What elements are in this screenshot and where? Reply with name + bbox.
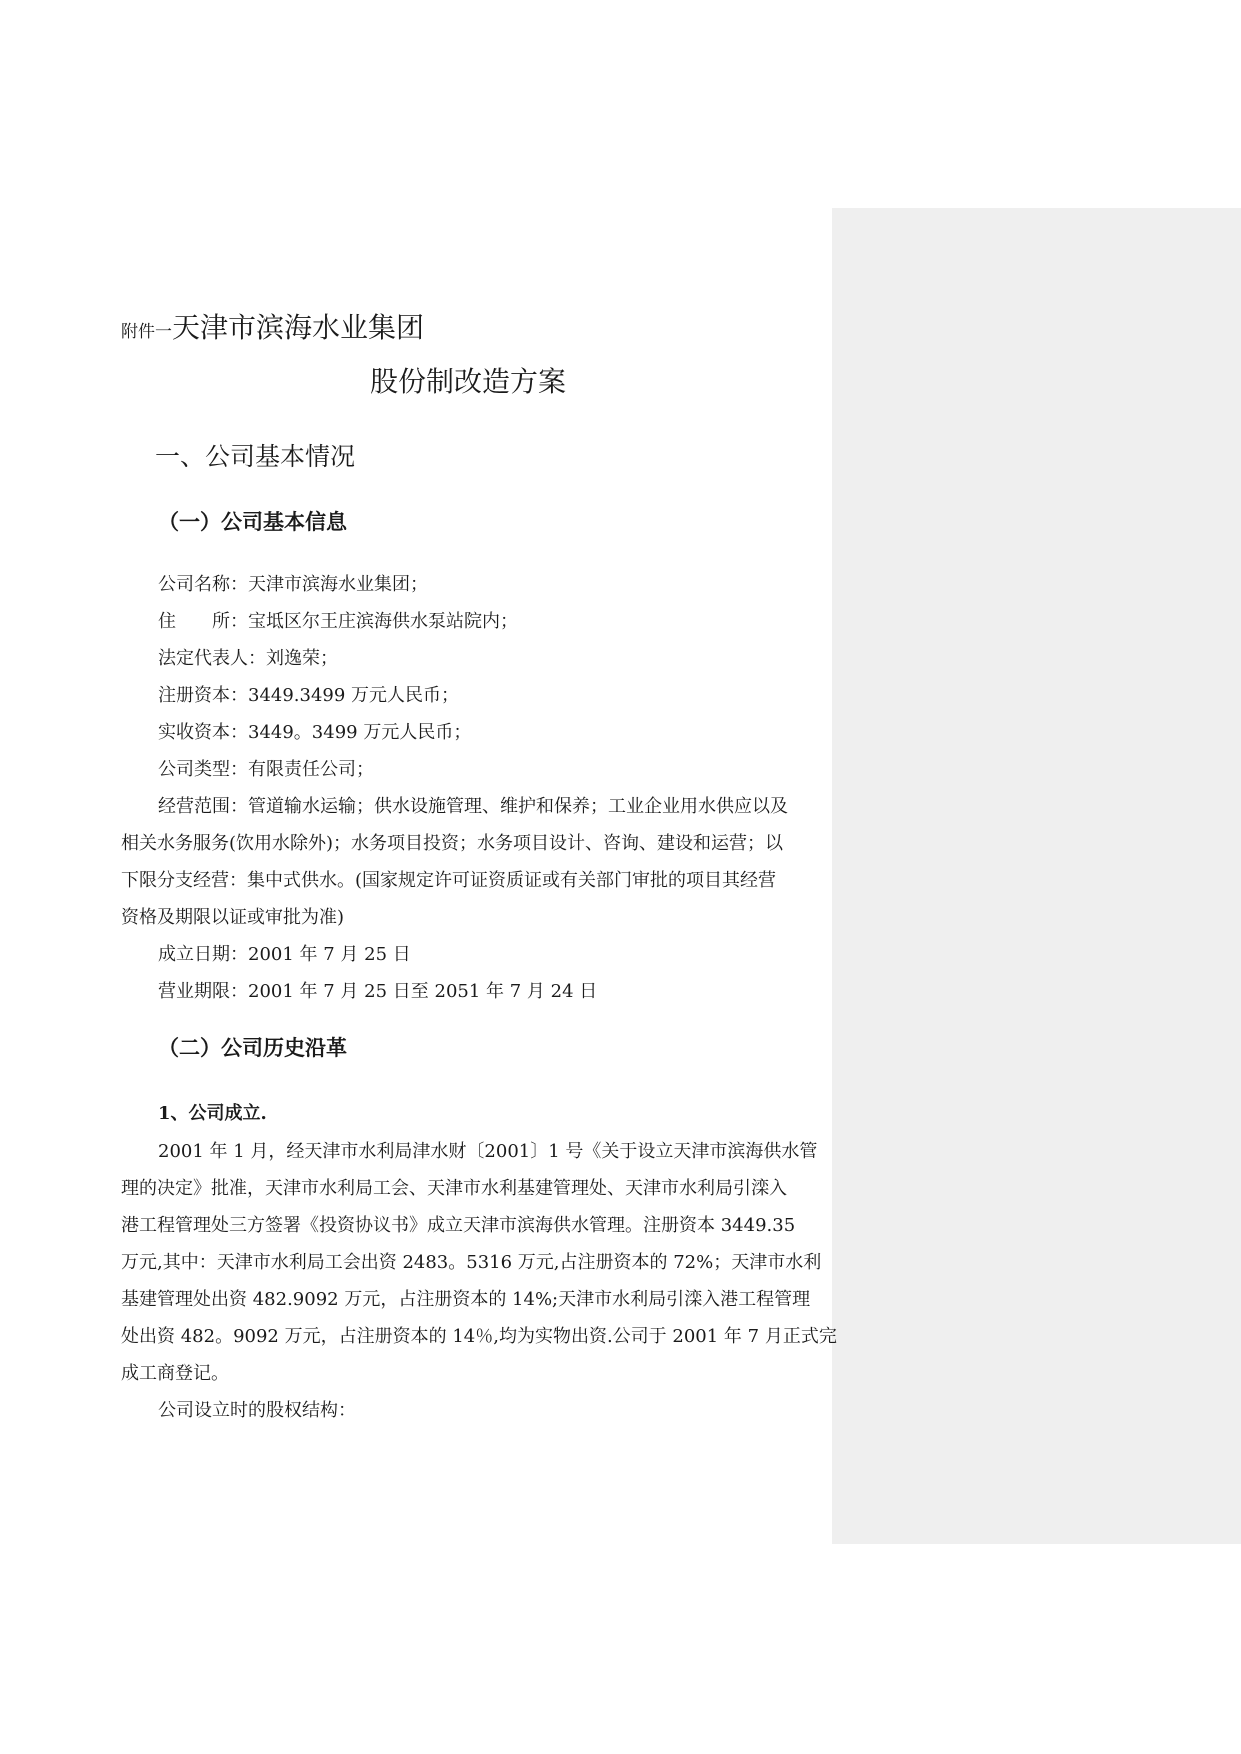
attachment-label: 附件一: [121, 322, 172, 342]
scope-line: 下限分支经营：集中式供水。(国家规定许可证资质证或有关部门审批的项目其经营: [121, 870, 777, 891]
document-title: [121, 306, 424, 346]
company-title: 天津市滨海水业集团: [172, 311, 425, 344]
scope-line: 资格及期限以证或审批为准): [121, 907, 345, 928]
history-paragraph-line: 2001 年 1 月，经天津市水利局津水财〔2001〕1 号《关于设立天津市滨海供水管: [158, 1141, 818, 1162]
subsection-heading-basic-info: （一）公司基本信息: [158, 509, 347, 534]
section-heading-basic-info: 一、公司基本情况: [155, 442, 356, 471]
comment-pane: [832, 208, 1241, 1544]
info-legal-rep: 法定代表人：刘逸荣；: [158, 648, 338, 669]
info-paid-capital: 实收资本：3449。3499 万元人民币；: [158, 722, 472, 743]
history-paragraph-line: 成工商登记。: [121, 1363, 229, 1384]
info-address: 住 所：宝坻区尔王庄滨海供水泵站院内；: [158, 611, 518, 632]
history-paragraph-line: 基建管理处出资 482.9092 万元，占注册资本的 14%;天津市水利局引滦入港工程管理: [121, 1289, 811, 1310]
history-paragraph-line: 万元,其中：天津市水利局工会出资 2483。5316 万元,占注册资本的 72%；天津市水利: [121, 1252, 822, 1273]
info-company-type: 公司类型：有限责任公司；: [158, 759, 374, 780]
info-established-date: 成立日期：2001 年 7 月 25 日: [158, 944, 411, 965]
history-paragraph-line: 港工程管理处三方签署《投资协议书》成立天津市滨海供水管理。注册资本 3449.35: [121, 1215, 796, 1236]
equity-structure-intro: 公司设立时的股权结构：: [158, 1400, 356, 1421]
info-company-name: 公司名称：天津市滨海水业集团；: [158, 574, 428, 595]
history-paragraph-line: 处出资 482。9092 万元，占注册资本的 14％,均为实物出资.公司于 2001 年 7 月正式完: [121, 1326, 837, 1347]
scope-line: 经营范围：管道输水运输；供水设施管理、维护和保养；工业企业用水供应以及: [158, 796, 788, 817]
history-paragraph-line: 理的决定》批准，天津市水利局工会、天津市水利基建管理处、天津市水利局引滦入: [121, 1178, 787, 1199]
info-business-term: 营业期限：2001 年 7 月 25 日至 2051 年 7 月 24 日: [158, 981, 598, 1002]
document-subtitle: 股份制改造方案: [370, 365, 567, 398]
history-item-heading: 1、公司成立.: [158, 1103, 267, 1124]
subsection-heading-history: （二）公司历史沿革: [158, 1035, 347, 1060]
scope-line: 相关水务服务(饮用水除外)；水务项目投资；水务项目设计、咨询、建设和运营；以: [121, 833, 784, 854]
info-registered-capital: 注册资本：3449.3499 万元人民币；: [158, 685, 460, 706]
